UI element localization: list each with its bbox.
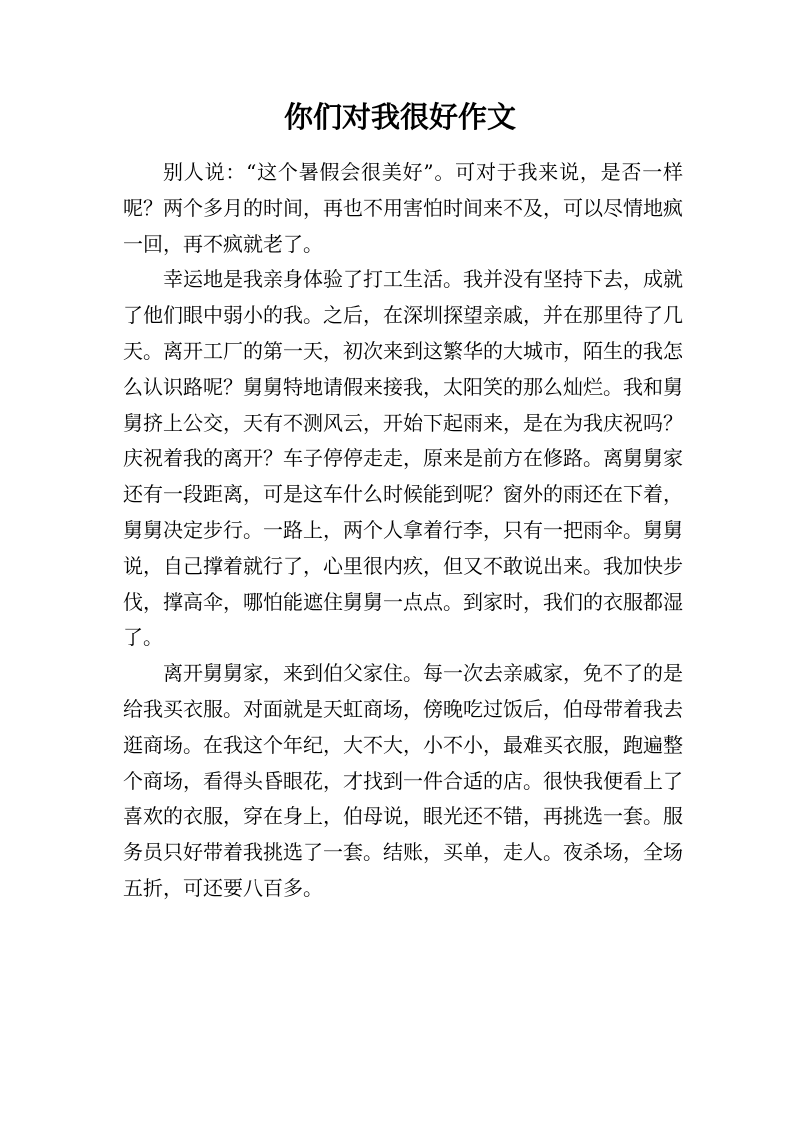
paragraph-1: 别人说：“这个暑假会很美好”。可对于我来说，是否一样呢？两个多月的时间，再也不用害怕时间来不及，可以尽情地疯一回，再不疯就老了。 xyxy=(123,160,683,256)
paragraph-3: 离开舅舅家，来到伯父家住。每一次去亲戚家，免不了的是给我买衣服。对面就是天虹商场，傍晚吃过饭后，伯母带着我去逛商场。在我这个年纪，大不大，小不小，最难买衣服，跑遍整个商场，看得头昏眼花，才找到一件合适的店。很快我便看上了喜欢的衣服，穿在身上，伯母说，眼光还不错，再挑选一套。服务员只好带着我挑选了一套。结账，买单，走人。夜杀场，全场五折，可还要八百多。 xyxy=(123,661,683,900)
paragraph-2: 幸运地是我亲身体验了打工生活。我并没有坚持下去，成就了他们眼中弱小的我。之后，在深圳探望亲戚，并在那里待了几天。离开工厂的第一天，初次来到这繁华的大城市，陌生的我怎么认识路呢？舅舅特地请假来接我，太阳笑的那么灿烂。我和舅舅挤上公交，天有不测风云，开始下起雨来，是在为我庆祝吗？庆祝着我的离开？车子停停走走，原来是前方在修路。离舅舅家还有一段距离，可是这车什么时候能到呢？窗外的雨还在下着，舅舅决定步行。一路上，两个人拿着行李，只有一把雨伞。舅舅说，自己撑着就行了，心里很内疚，但又不敢说出来。我加快步伐，撑高伞，哪怕能遮住舅舅一点点。到家时，我们的衣服都湿了。 xyxy=(123,267,683,650)
document-body xyxy=(123,155,683,907)
document-title: 你们对我很好作文 xyxy=(283,100,516,134)
